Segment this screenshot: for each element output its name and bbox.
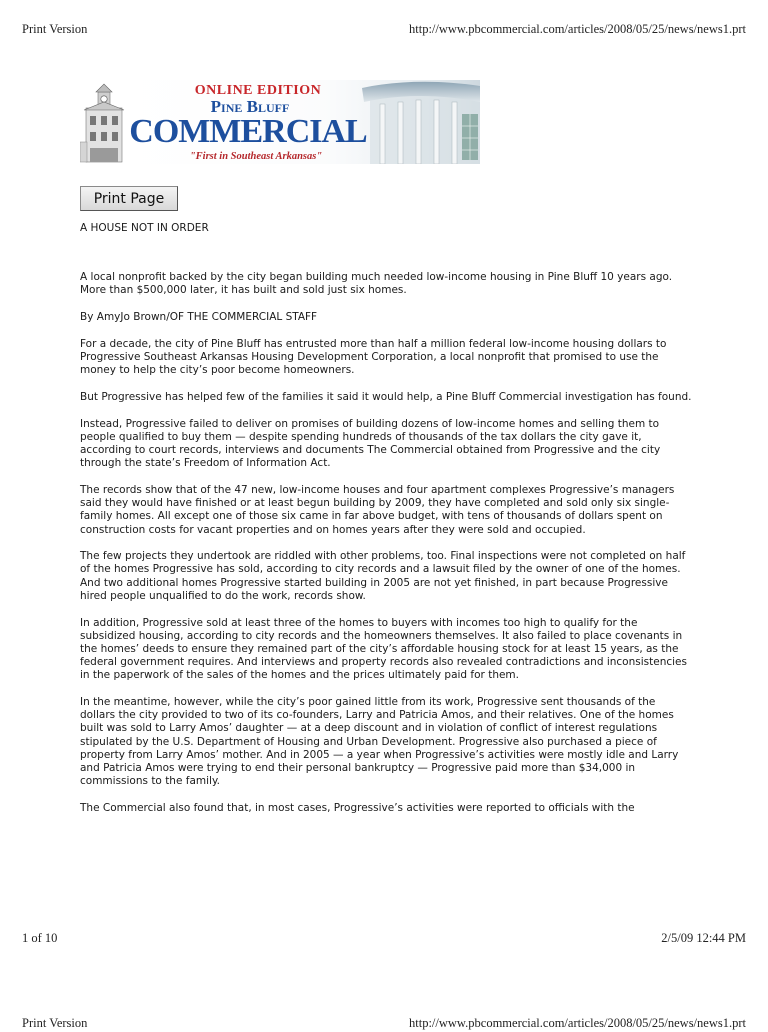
- article-paragraph: But Progressive has helped few of the families it said it would help, a Pine Bluff Commercial investigation has found.: [80, 390, 692, 403]
- print-timestamp: 2/5/09 12:44 PM: [661, 931, 746, 945]
- article-headline: A HOUSE NOT IN ORDER: [80, 222, 209, 234]
- article-deck: A local nonprofit backed by the city began building much needed low-income housing in Pine Bluff 10 years ago. More than $500,000 later, it has built and sold just six homes.: [80, 271, 673, 297]
- masthead-banner: [80, 80, 480, 164]
- page-count: 1 of 10: [22, 931, 58, 945]
- article-paragraph: In the meantime, however, while the city’s poor gained little from its work, Progressive sent thousands of the dollars the city provided to two of its co-founders, Larry and Patricia Amos, and their relatives. One of the homes built was sold to Larry Amos’ daughter — at a deep discount and in violation of conflict of interest regulations stipulated by the U.S. Department of Housing and Urban Development. Progressive also purchased a piece of property from Larry Amos’ mother. And in 2005 — a year when Progressive’s activities were mostly idle and Larry and Patricia Amos were trying to end their personal bankruptcy — Progressive paid more than $34,000 in commissions to the family.: [80, 696, 679, 788]
- article-byline: By AmyJo Brown/OF THE COMMERCIAL STAFF: [80, 311, 318, 324]
- article-paragraph: In addition, Progressive sold at least three of the homes to buyers with incomes too high to qualify for the subsidized housing, according to city records and the homeowners themselves. It also failed to place covenants in the homes’ deeds to ensure they remained part of the city’s affordable housing stock for at least 15 years, as the federal government requires. And interviews and property records also revealed contradictions and inconsistencies in the paperwork of the sales of the homes and the prices ultimately paid for them.: [80, 616, 687, 682]
- paper-name: COMMERCIAL: [129, 113, 367, 150]
- article-paragraph: For a decade, the city of Pine Bluff has entrusted more than half a million federal low-income housing dollars to Progressive Southeast Arkansas Housing Development Corporation, a local nonprofit that promised to use the money to help the city’s poor become homeowners.: [80, 337, 667, 377]
- print-header: [0, 22, 768, 38]
- building-photo: [362, 82, 480, 164]
- slogan: "First in Southeast Arkansas": [189, 151, 323, 162]
- article: [80, 222, 692, 829]
- article-paragraph: Instead, Progressive failed to deliver on promises of building dozens of low-income homes and selling them to people qualified to buy them — despite spending hundreds of thousands of the tax dollars the city gave it, according to court records, interviews and documents The Commercial obtained from Progressive and the city through the state’s Freedom of Information Act.: [80, 417, 661, 470]
- article-paragraph: The Commercial also found that, in most cases, Progressive’s activities were reported to officials with the: [80, 802, 635, 814]
- print-page-button[interactable]: Print Page: [80, 186, 178, 211]
- edition-label: ONLINE EDITION: [194, 83, 322, 98]
- print-url: http://www.pbcommercial.com/articles/2008/05/25/news/news1.prt: [409, 22, 746, 36]
- next-page-header: [0, 1016, 768, 1032]
- city-label: Pine Bluff: [210, 97, 290, 116]
- article-paragraph: The few projects they undertook are riddled with other problems, too. Final inspections were not completed on half of the homes Progressive has sold, according to city records and a lawsuit filed by the owner of one of the homes. And two additional homes Progressive started building in 2005 are not yet finished, in part because Progressive hired people unqualified to do the work, records show.: [80, 550, 686, 602]
- print-title: Print Version: [22, 22, 88, 36]
- print-footer: [0, 931, 768, 947]
- article-paragraph: The records show that of the 47 new, low-income houses and four apartment complexes Progressive’s managers said they would have finished or at least begun building by 2009, they have completed and sold only six single-family homes. All except one of those six came in far above budget, with tens of thousands of dollars spent on construction costs for vacant properties and on homes years after they were sold and occupied.: [80, 483, 675, 536]
- next-page-title: Print Version: [22, 1016, 88, 1030]
- next-page-url: http://www.pbcommercial.com/articles/2008/05/25/news/news1.prt: [409, 1016, 746, 1030]
